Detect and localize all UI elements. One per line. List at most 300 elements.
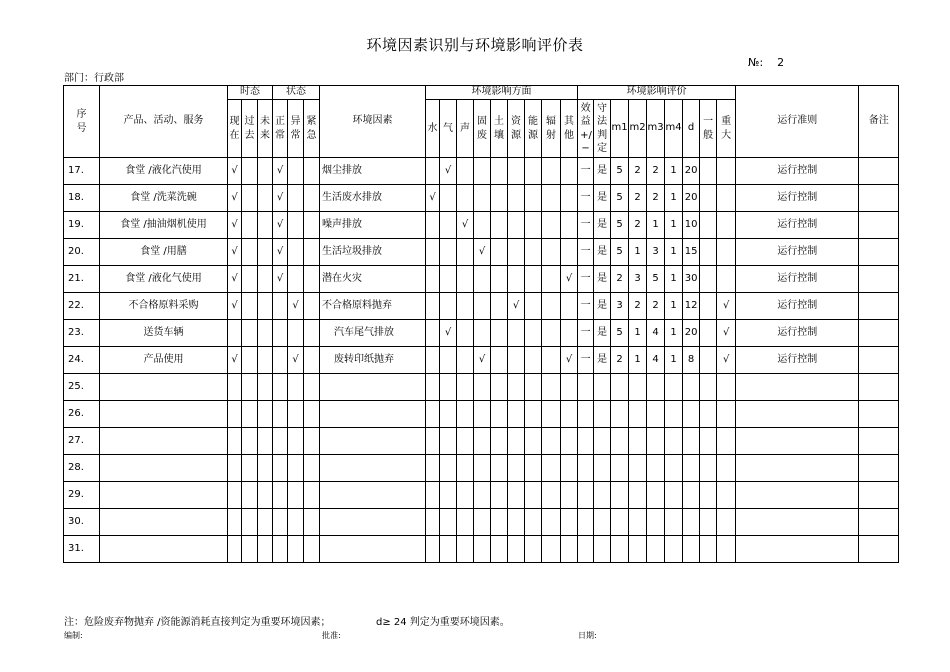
row-tense-past <box>242 482 258 509</box>
row-compliance <box>594 374 611 401</box>
row-remark <box>859 185 899 212</box>
row-tense-present: √ <box>228 266 242 293</box>
footer-note <box>64 613 510 628</box>
row-energy <box>525 185 542 212</box>
row-compliance: 是 <box>594 293 611 320</box>
row-d <box>683 455 700 482</box>
row-air <box>440 455 457 482</box>
row-state-abnormal <box>288 482 304 509</box>
header-state-normal: 正常 <box>273 100 288 158</box>
row-product <box>100 401 228 428</box>
row-m4: 1 <box>665 239 683 266</box>
row-env-factor <box>320 509 426 536</box>
header-general: 一般 <box>700 100 717 158</box>
row-m2: 1 <box>629 347 647 374</box>
row-m2: 2 <box>629 158 647 185</box>
row-air <box>440 239 457 266</box>
row-soil <box>491 158 508 185</box>
row-air <box>440 428 457 455</box>
row-m2 <box>629 428 647 455</box>
header-env-factor: 环境因素 <box>320 86 426 158</box>
row-radiation <box>542 536 561 563</box>
row-solid-waste <box>474 320 491 347</box>
row-d: 10 <box>683 212 700 239</box>
row-compliance: 是 <box>594 239 611 266</box>
row-air <box>440 401 457 428</box>
row-radiation <box>542 455 561 482</box>
page-title: 环境因素识别与环境影响评价表 <box>366 36 584 54</box>
row-other <box>561 455 578 482</box>
table-row <box>64 482 899 509</box>
row-m1 <box>611 374 629 401</box>
header-soil: 土壤 <box>491 100 508 158</box>
evaluation-table <box>63 85 899 563</box>
row-m3 <box>647 509 665 536</box>
row-radiation <box>542 212 561 239</box>
row-noise <box>457 185 474 212</box>
row-state-emergency <box>304 455 320 482</box>
row-state-emergency <box>304 158 320 185</box>
row-water: √ <box>426 185 440 212</box>
row-compliance <box>594 482 611 509</box>
row-m2 <box>629 455 647 482</box>
row-product: 产品使用 <box>100 347 228 374</box>
row-env-factor <box>320 482 426 509</box>
row-water <box>426 239 440 266</box>
row-state-emergency <box>304 293 320 320</box>
row-noise <box>457 509 474 536</box>
row-radiation <box>542 293 561 320</box>
row-m1: 3 <box>611 293 629 320</box>
row-d <box>683 428 700 455</box>
row-compliance: 是 <box>594 347 611 374</box>
row-resources <box>508 536 525 563</box>
doc-no-label: №: <box>748 56 764 69</box>
row-tense-future <box>258 293 273 320</box>
row-m4: 1 <box>665 347 683 374</box>
row-tense-future <box>258 509 273 536</box>
row-tense-future <box>258 401 273 428</box>
row-soil <box>491 401 508 428</box>
row-m2: 2 <box>629 293 647 320</box>
row-number: 17. <box>64 158 100 185</box>
row-state-abnormal <box>288 428 304 455</box>
row-product <box>100 428 228 455</box>
row-m1: 5 <box>611 320 629 347</box>
department-label: 部门：行政部 <box>64 73 124 84</box>
header-m4: m4 <box>665 100 683 158</box>
row-d <box>683 374 700 401</box>
table-row <box>64 374 899 401</box>
row-tense-present <box>228 428 242 455</box>
row-noise <box>457 536 474 563</box>
row-other <box>561 482 578 509</box>
row-remark <box>859 158 899 185</box>
row-radiation <box>542 401 561 428</box>
row-solid-waste <box>474 185 491 212</box>
row-compliance <box>594 401 611 428</box>
row-radiation <box>542 320 561 347</box>
header-operation-rule: 运行准则 <box>736 86 859 158</box>
header-energy: 能源 <box>525 100 542 158</box>
row-product: 不合格原料采购 <box>100 293 228 320</box>
row-m2: 1 <box>629 320 647 347</box>
row-noise <box>457 482 474 509</box>
row-significant <box>717 455 736 482</box>
row-state-abnormal <box>288 509 304 536</box>
footer-note-d-rule: d≥ 24 判定为重要环境因素。 <box>376 617 510 628</box>
row-tense-past <box>242 158 258 185</box>
table-row <box>64 401 899 428</box>
row-water <box>426 266 440 293</box>
row-air <box>440 185 457 212</box>
row-energy <box>525 374 542 401</box>
row-air <box>440 212 457 239</box>
row-product <box>100 482 228 509</box>
row-tense-past <box>242 536 258 563</box>
row-soil <box>491 293 508 320</box>
row-benefit: 一 <box>578 239 594 266</box>
row-operation-rule: 运行控制 <box>736 293 859 320</box>
row-resources <box>508 158 525 185</box>
row-state-emergency <box>304 536 320 563</box>
row-m4 <box>665 455 683 482</box>
row-d <box>683 509 700 536</box>
row-m3: 2 <box>647 158 665 185</box>
row-soil <box>491 347 508 374</box>
row-operation-rule: 运行控制 <box>736 158 859 185</box>
row-energy <box>525 482 542 509</box>
row-tense-present <box>228 374 242 401</box>
row-compliance: 是 <box>594 266 611 293</box>
row-tense-present: √ <box>228 239 242 266</box>
row-operation-rule <box>736 509 859 536</box>
row-benefit: 一 <box>578 266 594 293</box>
row-solid-waste <box>474 374 491 401</box>
row-m4 <box>665 428 683 455</box>
row-compliance <box>594 536 611 563</box>
row-operation-rule: 运行控制 <box>736 212 859 239</box>
row-solid-waste <box>474 293 491 320</box>
header-state-abnormal: 异常 <box>288 100 304 158</box>
row-state-abnormal <box>288 320 304 347</box>
row-compliance: 是 <box>594 158 611 185</box>
row-state-normal <box>273 374 288 401</box>
row-number: 25. <box>64 374 100 401</box>
row-energy <box>525 158 542 185</box>
row-m1 <box>611 509 629 536</box>
row-soil <box>491 374 508 401</box>
row-compliance <box>594 509 611 536</box>
row-benefit: 一 <box>578 347 594 374</box>
row-other <box>561 158 578 185</box>
row-other <box>561 293 578 320</box>
row-benefit: 一 <box>578 158 594 185</box>
row-m3 <box>647 536 665 563</box>
row-other <box>561 509 578 536</box>
row-remark <box>859 239 899 266</box>
row-significant: √ <box>717 347 736 374</box>
row-significant <box>717 266 736 293</box>
row-solid-waste <box>474 482 491 509</box>
row-other <box>561 185 578 212</box>
row-radiation <box>542 347 561 374</box>
row-tense-future <box>258 455 273 482</box>
row-remark <box>859 401 899 428</box>
row-state-abnormal <box>288 455 304 482</box>
row-significant <box>717 401 736 428</box>
row-energy <box>525 293 542 320</box>
row-d: 30 <box>683 266 700 293</box>
row-general <box>700 455 717 482</box>
row-tense-past <box>242 185 258 212</box>
row-m4: 1 <box>665 293 683 320</box>
row-significant: √ <box>717 320 736 347</box>
row-benefit <box>578 428 594 455</box>
row-number: 23. <box>64 320 100 347</box>
row-env-factor <box>320 455 426 482</box>
row-water <box>426 158 440 185</box>
row-tense-present <box>228 509 242 536</box>
row-resources <box>508 428 525 455</box>
row-tense-present <box>228 455 242 482</box>
table-row <box>64 266 899 293</box>
row-water <box>426 428 440 455</box>
row-soil <box>491 509 508 536</box>
header-benefit: 效益+/− <box>578 100 594 158</box>
row-compliance: 是 <box>594 212 611 239</box>
row-resources <box>508 347 525 374</box>
date-label: 日期: <box>578 631 597 640</box>
row-tense-future <box>258 212 273 239</box>
row-general <box>700 347 717 374</box>
row-m3: 5 <box>647 266 665 293</box>
header-other: 其他 <box>561 100 578 158</box>
row-water <box>426 455 440 482</box>
row-m4 <box>665 536 683 563</box>
row-significant <box>717 158 736 185</box>
document-number <box>748 56 784 69</box>
row-tense-future <box>258 158 273 185</box>
header-resources: 资源 <box>508 100 525 158</box>
row-m2 <box>629 509 647 536</box>
row-m2: 1 <box>629 239 647 266</box>
row-compliance: 是 <box>594 185 611 212</box>
row-m3: 4 <box>647 347 665 374</box>
row-m3 <box>647 482 665 509</box>
row-resources <box>508 320 525 347</box>
row-m1 <box>611 536 629 563</box>
row-number: 27. <box>64 428 100 455</box>
table-row <box>64 158 899 185</box>
row-energy <box>525 455 542 482</box>
row-noise <box>457 158 474 185</box>
row-remark <box>859 293 899 320</box>
row-state-abnormal: √ <box>288 293 304 320</box>
row-solid-waste <box>474 509 491 536</box>
row-operation-rule <box>736 455 859 482</box>
row-m2: 2 <box>629 185 647 212</box>
row-general <box>700 509 717 536</box>
row-air <box>440 482 457 509</box>
header-radiation: 辐射 <box>542 100 561 158</box>
table-row <box>64 293 899 320</box>
row-number: 28. <box>64 455 100 482</box>
row-env-factor: 生活废水排放 <box>320 185 426 212</box>
row-significant <box>717 374 736 401</box>
row-air <box>440 266 457 293</box>
row-soil <box>491 482 508 509</box>
row-water <box>426 347 440 374</box>
row-water <box>426 482 440 509</box>
row-number: 21. <box>64 266 100 293</box>
row-remark <box>859 509 899 536</box>
row-state-emergency <box>304 374 320 401</box>
row-m3: 4 <box>647 320 665 347</box>
row-tense-future <box>258 185 273 212</box>
header-noise: 声 <box>457 100 474 158</box>
row-m3: 1 <box>647 212 665 239</box>
row-number: 31. <box>64 536 100 563</box>
row-state-normal <box>273 482 288 509</box>
row-number: 24. <box>64 347 100 374</box>
row-radiation <box>542 266 561 293</box>
header-significant: 重大 <box>717 100 736 158</box>
row-tense-past <box>242 428 258 455</box>
row-number: 26. <box>64 401 100 428</box>
row-significant <box>717 239 736 266</box>
row-m1: 5 <box>611 158 629 185</box>
row-solid-waste: √ <box>474 347 491 374</box>
row-noise: √ <box>457 212 474 239</box>
row-benefit <box>578 401 594 428</box>
row-tense-past <box>242 347 258 374</box>
row-noise <box>457 266 474 293</box>
row-operation-rule: 运行控制 <box>736 266 859 293</box>
row-m4 <box>665 482 683 509</box>
row-product: 食堂 /液化气使用 <box>100 266 228 293</box>
row-tense-future <box>258 347 273 374</box>
row-env-factor: 不合格原料抛弃 <box>320 293 426 320</box>
row-state-normal: √ <box>273 266 288 293</box>
row-other <box>561 320 578 347</box>
row-tense-present <box>228 482 242 509</box>
row-remark <box>859 212 899 239</box>
row-state-abnormal <box>288 536 304 563</box>
row-tense-present <box>228 320 242 347</box>
row-air: √ <box>440 320 457 347</box>
row-water <box>426 320 440 347</box>
row-env-factor <box>320 401 426 428</box>
row-product: 食堂 /液化汽使用 <box>100 158 228 185</box>
row-product: 送货车辆 <box>100 320 228 347</box>
row-env-factor: 烟尘排放 <box>320 158 426 185</box>
header-state-emergency: 紧急 <box>304 100 320 158</box>
header-remark: 备注 <box>859 86 899 158</box>
row-m4: 1 <box>665 266 683 293</box>
header-solid-waste: 固废 <box>474 100 491 158</box>
row-operation-rule: 运行控制 <box>736 239 859 266</box>
row-resources <box>508 266 525 293</box>
row-other <box>561 428 578 455</box>
row-tense-present: √ <box>228 212 242 239</box>
row-m4: 1 <box>665 320 683 347</box>
row-tense-past <box>242 509 258 536</box>
row-radiation <box>542 158 561 185</box>
row-d <box>683 482 700 509</box>
row-tense-present <box>228 401 242 428</box>
row-soil <box>491 266 508 293</box>
row-solid-waste: √ <box>474 239 491 266</box>
row-noise <box>457 320 474 347</box>
row-tense-past <box>242 212 258 239</box>
row-operation-rule <box>736 482 859 509</box>
row-tense-past <box>242 266 258 293</box>
row-significant <box>717 509 736 536</box>
row-radiation <box>542 185 561 212</box>
row-product <box>100 509 228 536</box>
row-state-normal: √ <box>273 212 288 239</box>
row-number: 29. <box>64 482 100 509</box>
prepared-by-label: 编制: <box>64 631 83 640</box>
row-noise <box>457 401 474 428</box>
row-d <box>683 401 700 428</box>
table-row <box>64 320 899 347</box>
row-water <box>426 374 440 401</box>
row-general <box>700 320 717 347</box>
row-radiation <box>542 428 561 455</box>
row-state-abnormal <box>288 185 304 212</box>
row-product <box>100 455 228 482</box>
row-benefit <box>578 536 594 563</box>
row-radiation <box>542 239 561 266</box>
row-remark <box>859 266 899 293</box>
row-other <box>561 536 578 563</box>
row-resources <box>508 212 525 239</box>
row-state-abnormal: √ <box>288 347 304 374</box>
row-water <box>426 212 440 239</box>
row-number: 22. <box>64 293 100 320</box>
row-state-emergency <box>304 428 320 455</box>
row-other <box>561 212 578 239</box>
row-m3 <box>647 374 665 401</box>
row-m4: 1 <box>665 185 683 212</box>
row-water <box>426 536 440 563</box>
row-env-factor: 潜在火灾 <box>320 266 426 293</box>
row-general <box>700 536 717 563</box>
row-general <box>700 212 717 239</box>
row-water <box>426 401 440 428</box>
row-benefit <box>578 374 594 401</box>
row-d: 20 <box>683 185 700 212</box>
row-general <box>700 293 717 320</box>
row-benefit: 一 <box>578 185 594 212</box>
row-operation-rule: 运行控制 <box>736 185 859 212</box>
header-tense-present: 现在 <box>228 100 242 158</box>
row-operation-rule <box>736 401 859 428</box>
row-state-normal: √ <box>273 239 288 266</box>
row-solid-waste <box>474 428 491 455</box>
row-other <box>561 401 578 428</box>
row-state-abnormal <box>288 212 304 239</box>
row-remark <box>859 455 899 482</box>
header-seq: 序号 <box>64 86 100 158</box>
row-tense-past <box>242 320 258 347</box>
row-resources <box>508 239 525 266</box>
row-soil <box>491 239 508 266</box>
row-resources <box>508 185 525 212</box>
row-state-normal: √ <box>273 158 288 185</box>
